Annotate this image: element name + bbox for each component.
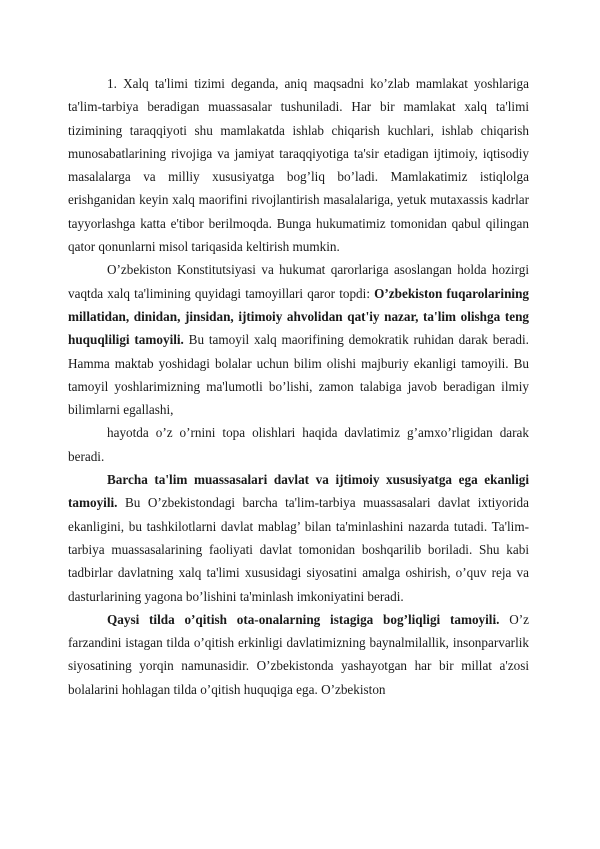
paragraph-2-rest: Bu tamoyil xalq maorifining demokratik ruhidan darak beradi. Hamma maktab yoshidagi bolalar uchun bilim olishi majburiy ekanligi tamoyili. Bu tamoyil yoshlarimizning ma'lumotli bo’lishi, zamon talabiga javob beradigan ilmiy bilimlarni egallashi,: [68, 332, 529, 418]
paragraph-4: [68, 468, 529, 608]
principle-language-choice: Qaysi tilda o’qitish ota-onalarning istagiga bog’liqligi tamoyili.: [107, 611, 500, 627]
principle-equal-rights: O’zbekiston fuqarolarining millatidan, dinidan, jinsidan, ijtimoiy ahvolidan qat'iy nazar, ta'lim olishga teng huquqliligi tamoyili.: [68, 285, 529, 348]
paragraph-1-text: 1. Xalq ta'limi tizimi deganda, aniq maqsadni ko’zlab mamlakat yoshlariga ta'lim-tarbiya beradigan muassasalar tushuniladi. Har bir mamlakat xalq ta'limi tizimining taraqqiyoti shu mamlakatda ishlab chiqarish kuchlari, ishlab chiqarish munosabatlarining rivojiga va jamiyat taraqqiyotiga ta'sir etadigan ijtimoiy, iqtisodiy masalalarga va milliy xususiyatga bog’liq bo’ladi. Mamlakatimiz istiqlolga erishganidan keyin xalq maorifini rivojlantirish masalalariga, yetuk mutaxassis kadrlar tayyorlashga katta e'tibor berilmoqda. Bunga hukumatimiz tomonidan qabul qilingan qator qonunlarni misol tariqasida keltirish mumkin.: [68, 76, 529, 255]
paragraph-2-intro: O’zbekiston Konstitutsiyasi va hukumat qarorlariga asoslangan holda hozirgi vaqtda xalq ta'limining quyidagi tamoyillari qaror topdi:: [68, 262, 529, 301]
paragraph-2: [68, 258, 529, 421]
paragraph-3-text: hayotda o’z o’rnini topa olishlari haqida davlatimiz g’amxo’rligidan darak beradi.: [68, 425, 529, 464]
paragraph-5-rest: O’z farzandini istagan tilda o’qitish erkinligi davlatimizning baynalmilallik, insonparvarlik siyosatining yorqin namunasidir. O’zbekistonda yashayotgan har bir millat a'zosi bolalarini hohlagan tilda o’qitish huquqiga ega. O’zbekiston: [68, 611, 529, 697]
paragraph-1: [68, 72, 529, 258]
paragraph-4-rest: Bu O’zbekistondagi barcha ta'lim-tarbiya muassasalari davlat ixtiyorida ekanligini, bu tashkilotlarni davlat mablag’ bilan ta'minlashini nazarda tutadi. Ta'lim-tarbiya muassasalarining faoliyati davlat tomonidan boshqarilib boriladi. Shu kabi tadbirlar davlatning xalq ta'limi xususidagi siyosatini amalga oshirish, o’quv reja va dasturlarining yagona bo’lishini ta'minlash imkoniyatini beradi.: [68, 495, 529, 604]
paragraph-3: [68, 421, 529, 468]
paragraph-5: [68, 608, 529, 701]
principle-state-character: Barcha ta'lim muassasalari davlat va ijtimoiy xususiyatga ega ekanligi tamoyili.: [68, 472, 529, 511]
document-page: [68, 72, 529, 701]
